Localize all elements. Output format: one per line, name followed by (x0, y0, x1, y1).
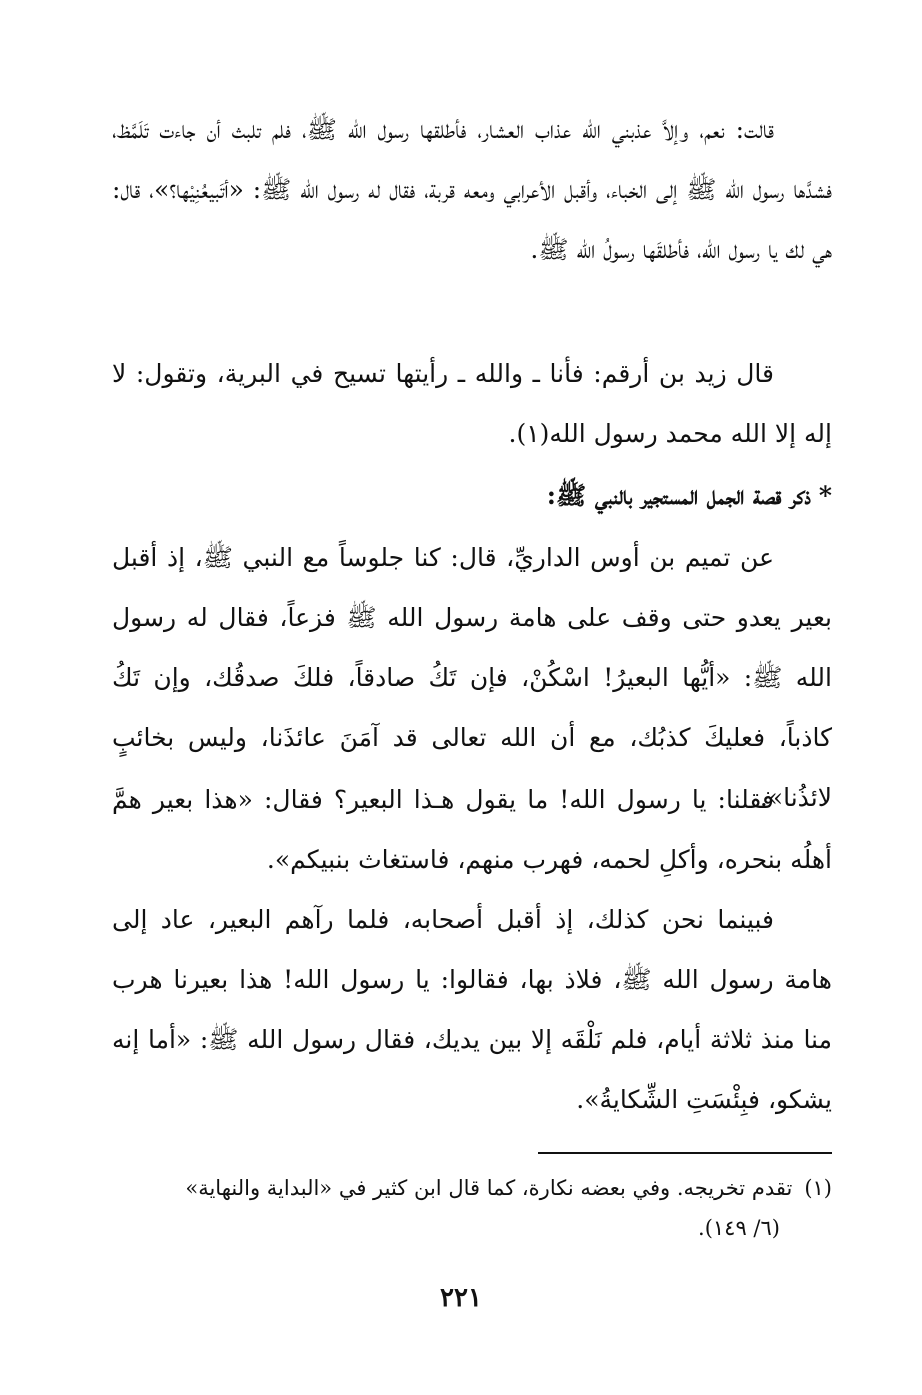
section-heading (112, 466, 832, 526)
paragraph-4: فقلنا: يا رسول الله! ما يقول هـذا البعير؟ فقال: «هذا بعير همَّ أهلُه بنحره، وأكلِ لحمه، فهرب منهم، فاستغاث بنبيكم». (112, 785, 832, 874)
footnote-divider (538, 1152, 832, 1154)
paragraph-1: قالت: نعم، وإلاَّ عذبني الله عذاب العشار، فأطلقها رسول الله ﷺ، فلم تلبث أن جاءت تَلَمَّظ، فشدَّها رسول الله ﷺ إلى الخباء، وأقبل الأعرابي ومعه قربة، فقال له رسول الله ﷺ: «أتَبيعُنِيْها؟»، قال: هي لك يا رسول الله، فأطلقَها رسولُ الله ﷺ. (112, 115, 832, 264)
heading-text: ذكر قصة الجمل المستجير بالنبي ﷺ: (546, 481, 811, 510)
paragraph-5: فبينما نحن كذلك، إذ أقبل أصحابه، فلما رآهم البعير، عاد إلى هامة رسول الله ﷺ، فلاذ بها، فقالوا: يا رسول الله! هذا بعيرنا هرب منا منذ ثلاثة أيام، فلم نَلْقَه إلا بين يديك، فقال رسول الله ﷺ: «أما إنه يشكو، فبِئْسَتِ الشِّكايةُ». (112, 905, 832, 1114)
heading-star-icon: * (818, 481, 832, 510)
footnote-text: تقدم تخريجه. وفي بعضه نكارة، كما قال ابن كثير في «البداية والنهاية» (185, 1176, 793, 1200)
page-number: ٢٢١ (440, 1283, 482, 1313)
paragraph-2: قال زيد بن أرقم: فأنا ـ والله ـ رأيتها تسيح في البرية، وتقول: لا إله إلا الله محمد رسول الله(١). (112, 359, 832, 448)
footnote-number: (١) (804, 1176, 832, 1200)
paragraph-3: عن تميم بن أوس الداريِّ، قال: كنا جلوساً مع النبي ﷺ، إذ أقبل بعير يعدو حتى وقف على هامة رسول الله ﷺ فزعاً، فقال له رسول الله ﷺ: «أيُّها البعيرُ! اسْكُنْ، فإن تَكُ صادقاً، فلكَ صدقُك، وإن تَكُ كاذباً، فعليكَ كذبُك، مع أن الله تعالى قد آمَنَ عائذَنا، وليس بخائبٍ لائذُنا». (112, 543, 832, 812)
footnote-line-1 (112, 1168, 832, 1208)
footnote (112, 1168, 832, 1248)
footnote-continuation: (٦/ ١٤٩). (698, 1216, 780, 1240)
